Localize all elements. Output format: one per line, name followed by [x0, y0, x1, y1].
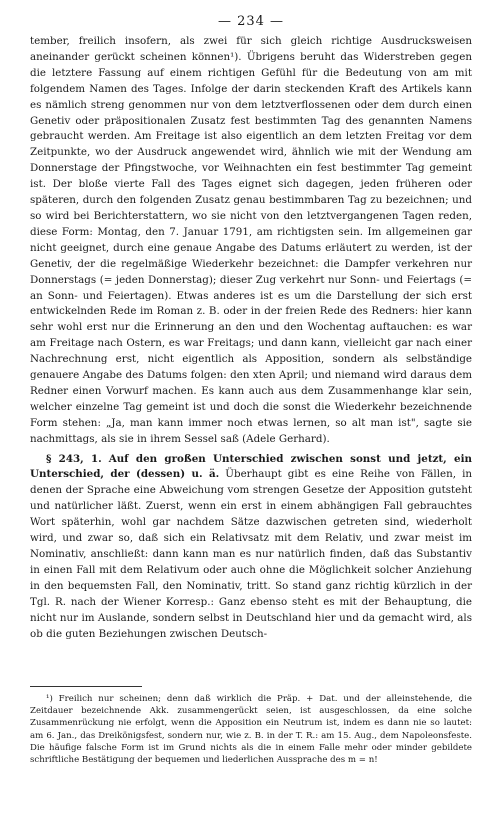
section-number: § 243, 1. [46, 452, 102, 465]
footnote-1: ¹) Freilich nur scheinen; denn daß wirklich die Präp. + Dat. und der alleinstehende, die Zeitdauer bezeichnende Akk. zusammengerückt seien, ist ausgeschlossen, da eine solche Zusammenrückung nie erfolgt, wenn die Apposition ein Neutrum ist, indem es dann nie so lautet: am 6. Jan., das Dreikönigsfest, sondern nur, wie z. B. in der T. R.: am 15. Aug., dem Napoleonsfeste. Die häufige falsche Form ist im Grund nichts als die in einem Falle mehr oder minder gebildete schriftliche Bestätigung der bequemen und liederlichen Aussprache des m = n! [30, 694, 472, 766]
body-paragraph [30, 34, 472, 448]
page-number: — 234 — [217, 14, 285, 29]
footnotes [30, 686, 472, 766]
section-text: Überhaupt gibt es eine Reihe von Fällen, in denen der Sprache eine Abweichung vom strengen Gesetze der Apposition gutsteht und natürlicher läßt. Zuerst, wenn ein erst in einem abhängigen Fall gebrauchtes Wort späterhin, wohl gar nachdem Sätze dazwischen getreten sind, wiederholt wird, und zwar so, daß sich ein Relativsatz mit dem Relativ, und zwar meist im Nominativ, anschließt: dann kann man es nur natürlich finden, daß das Substantiv in einen Fall mit dem Relativum oder auch ohne die Möglichkeit solcher Anziehung in den bequemsten Fall, den Nominativ, tritt. So stand ganz richtig kürzlich in der Tgl. R. nach der Wiener Korresp.: Ganz ebenso steht es mit der Behauptung, die nicht nur im Auslande, sondern selbst in Deutschland hier und da gemacht wird, als ob die guten Beziehungen zwischen Deutsch- [30, 468, 472, 640]
page-body [30, 14, 472, 642]
section-paragraph [30, 452, 472, 643]
section-heading: Auf den großen Unterschied zwischen sonst und jetzt, ein Unterschied, der (dessen) u. ä. [30, 452, 472, 481]
paragraph-text: tember, freilich insofern, als zwei für sich gleich richtige Ausdrucksweisen aneinander gerückt scheinen können¹). Übrigens beruht das Widerstreben gegen die letztere Fassung auf einem richtigen Gefühl für die Bedeutung von am mit folgendem Namen des Tages. Infolge der darin steckenden Kraft des Artikels kann es nämlich streng genommen nur von dem letztverflossenen oder dem durch einen Genetiv oder präpositionalen Zusatz fest bestimmten Tag des genannten Namens gebraucht werden. Am Freitage ist also eigentlich an dem letzten Freitag vor dem Zeitpunkte, wo der Ausdruck angewendet wird, ähnlich wie mit der Wendung am Donnerstage der Pfingstwoche, vor Weihnachten ein fest bestimmter Tag gemeint ist. Der bloße vierte Fall des Tages eignet sich dagegen, jeden früheren oder späteren, durch den folgenden Zusatz genau bestimmbaren Tag zu bezeichnen; und so wird bei Berichterstattern, wo sie nicht von den letztvergangenen Tagen reden, diese Form: Montag, den 7. Januar 1791, am richtigsten sein. Im allgemeinen gar nicht geeignet, durch eine genaue Angabe des Datums erläutert zu werden, ist der Genetiv, der die regelmäßige Wiederkehr bezeichnet: die Dampfer verkehren nur Donnerstags (= jeden Donnerstag); dieser Zug verkehrt nur Sonn- und Feiertags (= an Sonn- und Feiertagen). Etwas anderes ist es um die Darstellung der sich erst entwickelnden Rede im Roman z. B. oder in der freien Rede des Redners: hier kann sehr wohl erst nur die Erinnerung an den und den Wochentag auftauchen: es war am Freitage nach Ostern, es war Freitags; und dann kann, vielleicht gar nach einer Nachrechnung erst, nicht eigentlich als Apposition, sondern als selbständige genauere Angabe des Datums folgen: den xten April; und niemand wird daraus dem Redner einen Vorwurf machen. Es kann auch aus dem Zusammenhange klar sein, welcher einzelne Tag gemeint ist und doch die sonst die Wiederkehr bezeichnende Form stehen: „Ja, man kann immer noch etwas lernen, so alt man ist", sagte sie nachmittags, als sie in ihrem Sessel saß (Adele Gerhard). [30, 35, 472, 445]
footnote-rule [30, 686, 142, 687]
